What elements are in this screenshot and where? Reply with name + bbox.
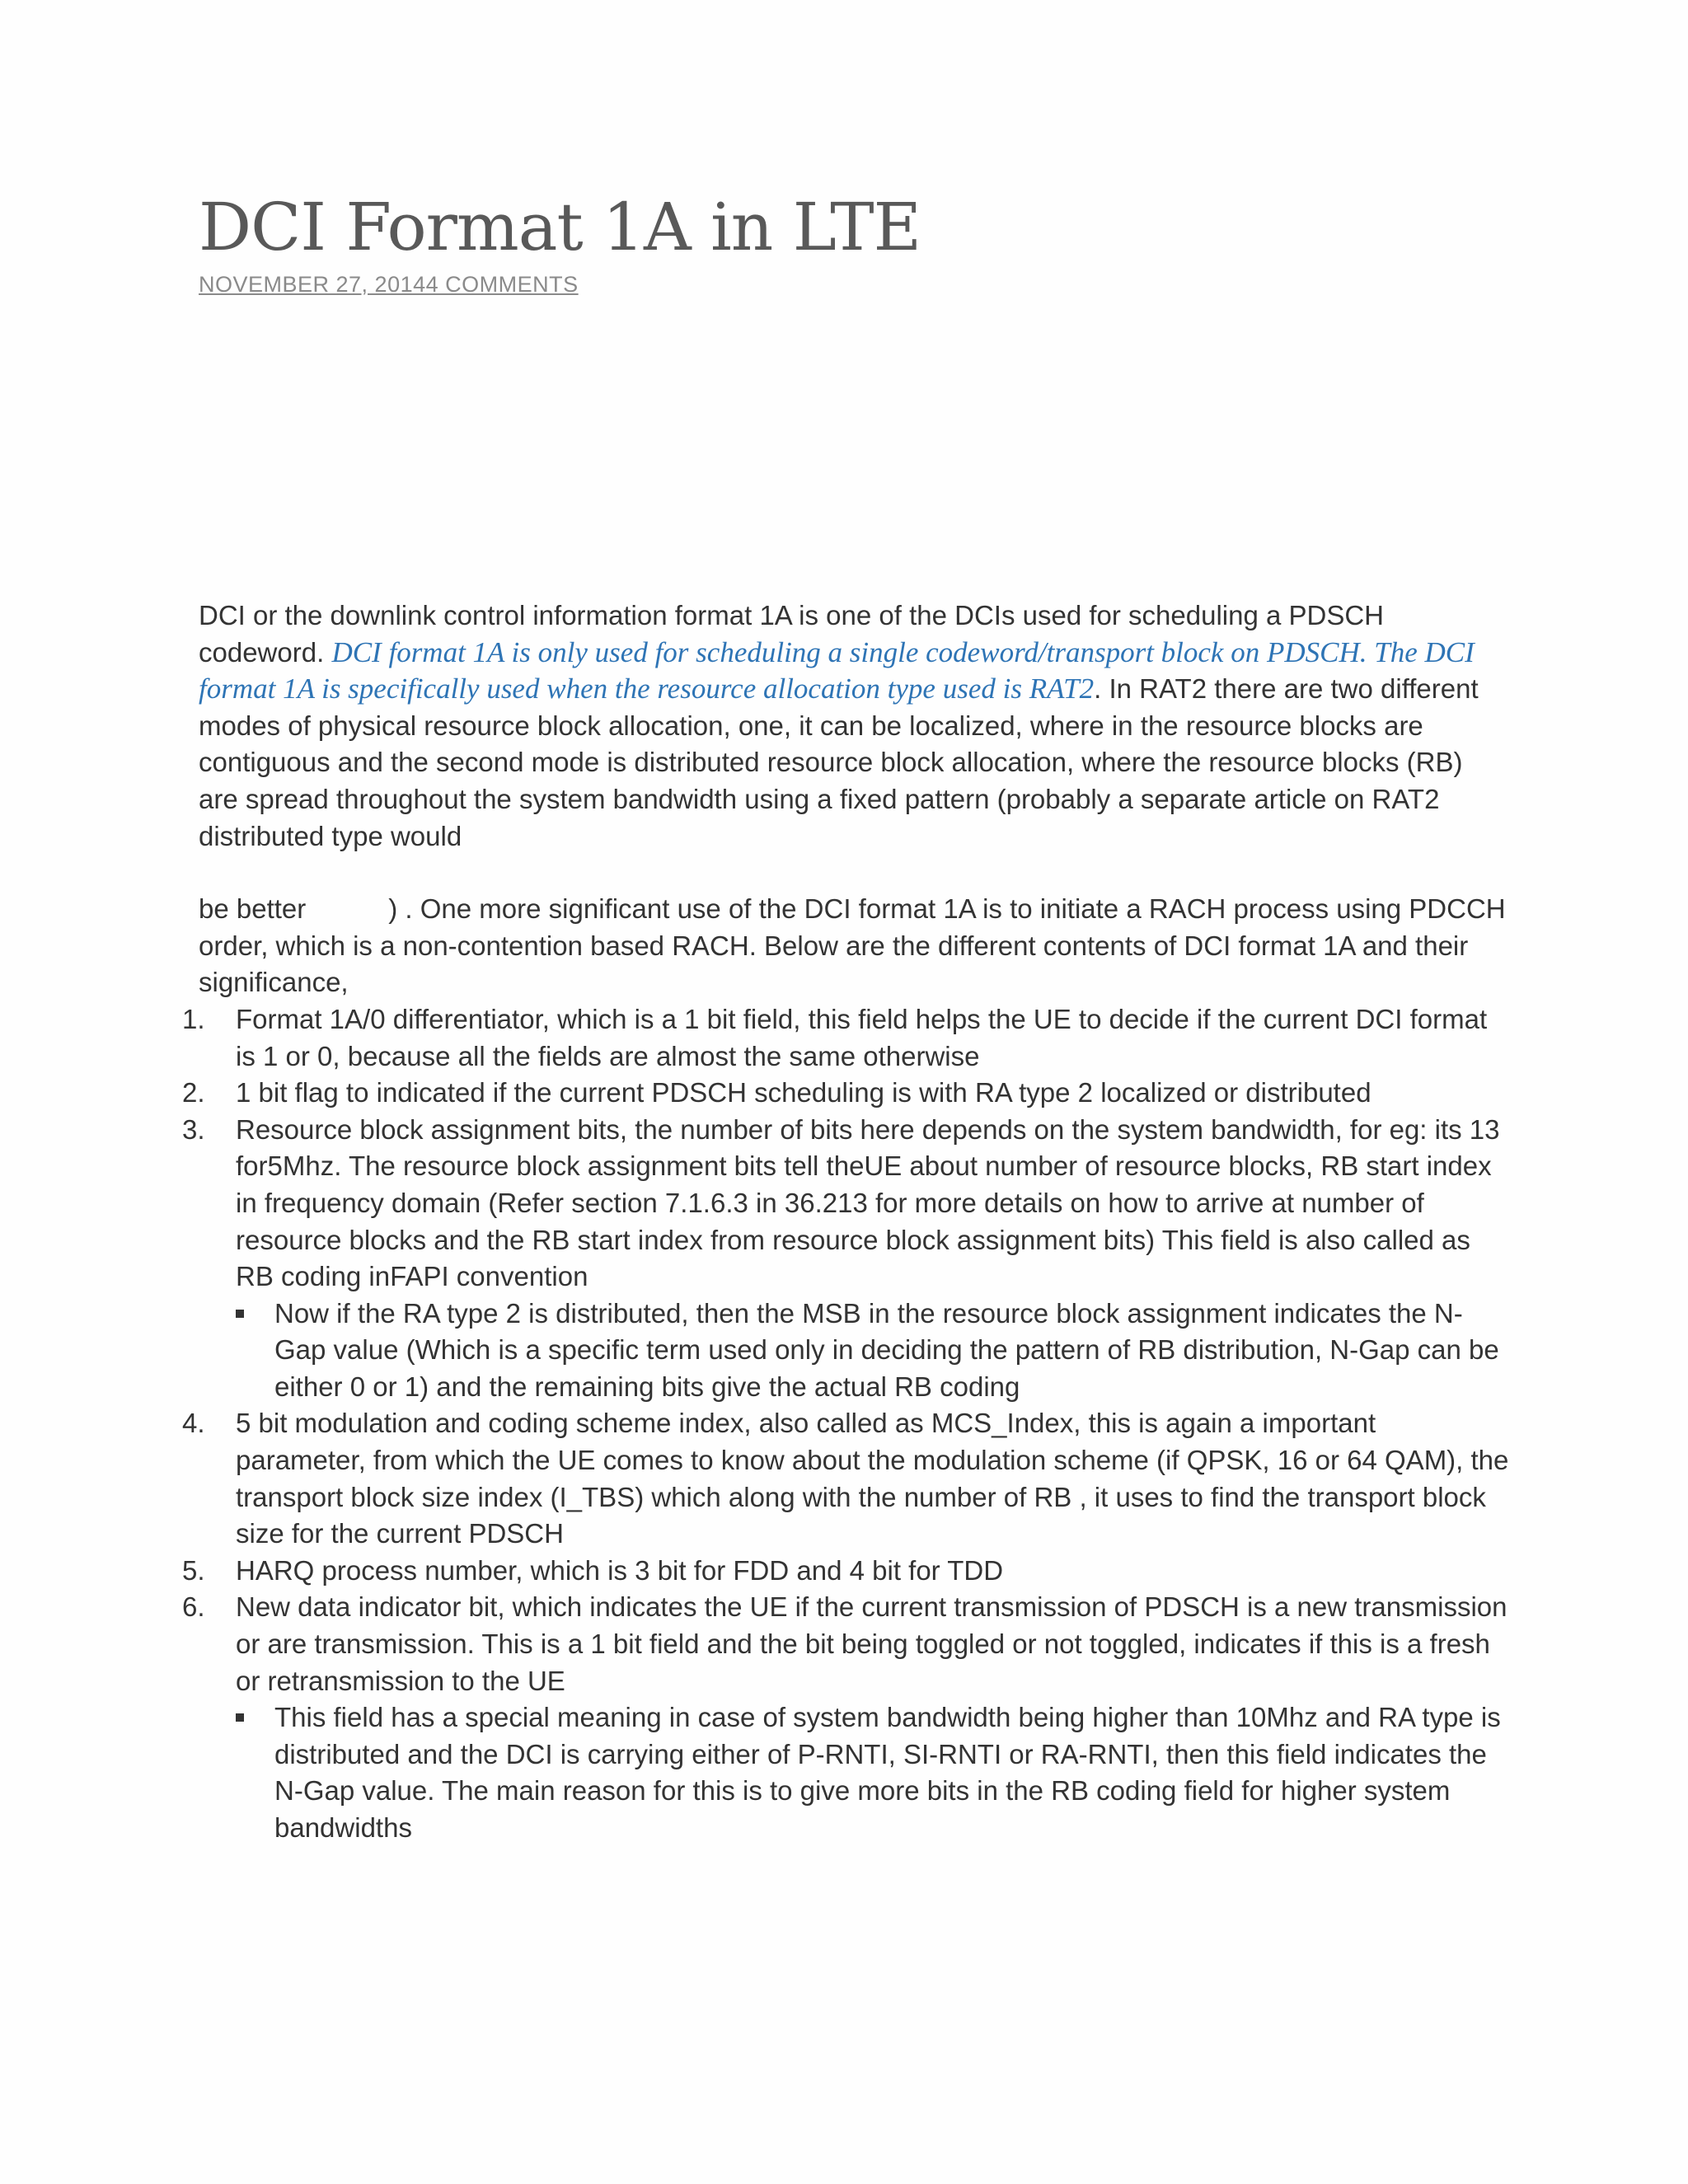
list-item-number: 5. (182, 1554, 205, 1586)
list-item-text: Resource block assignment bits, the number of bits here depends on the system bandwidth, for eg: its 13 for5Mhz. The resource block assignment bits tell theUE about number of resource blocks, RB start index in frequency domain (Refer section 7.1.6.3 in 36.213 for more details on how to arrive at number of resource blocks and the RB start index from resource block assignment bits) This field is also called as RB coding inFAPI convention (236, 1113, 1500, 1292)
list-item-number: 3. (182, 1113, 205, 1145)
list-item (182, 1112, 1509, 1406)
list-item (182, 1589, 1509, 1846)
page-title: DCI Format 1A in LTE (199, 189, 921, 265)
sub-list-item-text: This field has a special meaning in case of system bandwidth being higher than 10Mhz and RA type is distributed and the DCI is carrying either of P-RNTI, SI-RNTI or RA-RNTI, then this field indicates the N-Gap value. The main reason for this is to give more bits in the RB coding field for higher system bandwidths (274, 1702, 1501, 1843)
sub-list (236, 1296, 1509, 1406)
intro-paragraph-continued (199, 891, 1509, 1001)
list-item (182, 1075, 1509, 1112)
intro-text-rest: . In RAT2 there are two different modes of physical resource block allocation, one, it can be localized, where in the resource blocks are contiguous and the second mode is distributed resource block allocation, where the resource blocks (RB) are spread throughout the system bandwidth using a fixed pattern (probably a separate article on RAT2 distributed type would (199, 673, 1479, 851)
list-item-text: New data indicator bit, which indicates the UE if the current transmission of PDSCH is a new transmission or are transmission. This is a 1 bit field and the bit being toggled or not toggled, indicates if this is a fresh or retransmission to the UE (236, 1591, 1507, 1696)
list-item-text: HARQ process number, which is 3 bit for FDD and 4 bit for TDD (236, 1554, 1004, 1586)
intro2-text-rest: ) . One more significant use of the DCI format 1A is to initiate a RACH process using PDCCH order, which is a non-contention based RACH. Below are the different contents of DCI format 1A and their significance, (199, 893, 1506, 998)
sub-list (236, 1699, 1509, 1846)
list-item-text: Format 1A/0 differentiator, which is a 1 bit field, this field helps the UE to decide if the current DCI format is 1 or 0, because all the fields are almost the same otherwise (236, 1003, 1488, 1071)
list-item-number: 6. (182, 1591, 205, 1623)
list-item-text: 5 bit modulation and coding scheme index, also called as MCS_Index, this is again a important parameter, from which the UE comes to know about the modulation scheme (if QPSK, 16 or 64 QAM), the transport block size index (I_TBS) which along with the number of RB , it uses to find the transport block size for the current PDSCH (236, 1408, 1509, 1549)
list-item (182, 1405, 1509, 1552)
article-body (182, 598, 1509, 1847)
list-item-number: 4. (182, 1408, 205, 1439)
intro2-text-start: be better (199, 893, 307, 925)
list-item-text: 1 bit flag to indicated if the current PDSCH scheduling is with RA type 2 localized or distributed (236, 1077, 1372, 1108)
intro-text-start: DCI or the downlink control information format 1A is one of the DCIs used for scheduling a PDSCH codeword. (199, 600, 1385, 668)
list-item (182, 1553, 1509, 1590)
intro-paragraph (199, 598, 1509, 855)
list-item-number: 2. (182, 1077, 205, 1108)
post-meta-link[interactable]: NOVEMBER 27, 20144 COMMENTS (199, 272, 579, 297)
list-item-number: 1. (182, 1003, 205, 1034)
sub-list-item-text: Now if the RA type 2 is distributed, then the MSB in the resource block assignment indicates the N-Gap value (Which is a specific term used only in deciding the pattern of RB distribution, N-Gap can be either 0 or 1) and the remaining bits give the actual RB coding (274, 1297, 1499, 1402)
square-bullet-icon (236, 1310, 244, 1318)
dci-fields-list (182, 1001, 1509, 1847)
intro-highlight-text: DCI format 1A is only used for scheduling a single codeword/transport block on PDSCH. The DCI format 1A is specifically used when the resource allocation type used is RAT2 (199, 635, 1475, 705)
square-bullet-icon (236, 1713, 244, 1722)
sub-list-item (236, 1699, 1509, 1846)
list-item (182, 1001, 1509, 1075)
sub-list-item (236, 1296, 1509, 1406)
